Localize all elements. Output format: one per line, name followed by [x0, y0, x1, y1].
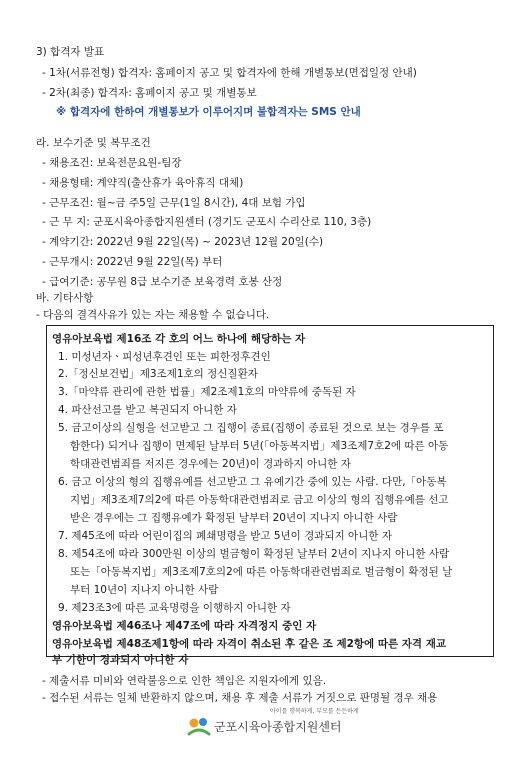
box-line: 지법」제3조제7의2에 따른 아동학대관련범죄로 금고 이상의 형의 집행유예를 선고	[70, 494, 449, 506]
box-line: 9. 제23조3에 따른 교육명령을 이행하지 아니한 자	[58, 602, 291, 614]
section-3-heading: 3) 합격자 발표	[36, 46, 105, 58]
box-bold-line: 영유아보육법 제46조나 제47조에 따라 자격정지 중인 자	[52, 620, 317, 632]
condition-item: - 근무개시: 2022년 9월 22일(목) 부터	[42, 256, 223, 268]
logo-name: 군포시육아종합지원센터	[214, 720, 342, 734]
logo-tagline: 아이를 행복하게, 부모를 든든하게	[270, 708, 359, 715]
box-line: 8. 제54조에 따라 300만원 이상의 벌금형이 확정된 날부터 2년이 지나지 아니한 사람	[58, 548, 450, 560]
box-bold-line: 영유아보육법 제48조제1항에 따라 자격이 취소된 후 같은 조 제2항에 따른 자격 재교	[52, 638, 447, 650]
condition-item: - 채용형태: 계약직(출산휴가 육아휴직 대체)	[42, 177, 244, 189]
section-ba-heading: 바. 기타사항	[36, 292, 94, 304]
condition-item: - 채용조건: 보육전문요원-팀장	[42, 157, 182, 169]
notice-sms: ※ 합격자에 한하여 개별통보가 이루어지며 불합격자는 SMS 안내	[56, 106, 361, 118]
box-title: 영유아보육법 제16조 각 호의 어느 하나에 해당하는 자	[52, 333, 306, 345]
box-bold-line: 부 기한이 경과되지 아니한 자	[52, 654, 189, 666]
center-logo	[186, 706, 366, 746]
box-line: 받은 경우에는 그 집행유예가 확정된 날부터 20년이 지나지 아니한 사람	[70, 512, 398, 524]
tail-line: - 접수된 서류는 일체 반환하지 않으며, 채용 후 제출 서류가 거짓으로 판명될 경우 채용	[42, 692, 438, 704]
box-line: 5. 금고이상의 실형을 선고받고 그 집행이 종료(집행이 종료된 것으로 보는 경우를 포	[58, 422, 444, 434]
box-line: 부터 10년이 지나지 아니한 사람	[70, 584, 219, 596]
announce-line-1: - 1차(서류전형) 합격자: 홈페이지 공고 및 합격자에 한해 개별통보(면접일정 안내)	[42, 67, 417, 79]
announce-line-2: - 2차(최종) 합격자: 홈페이지 공고 및 개별통보	[42, 87, 257, 99]
box-line: 또는「아동복지법」제3조제7호의2에 따른 아동학대관련범죄로 벌금형이 확정된 날	[70, 566, 453, 578]
box-line: 1. 미성년자ㆍ피성년후견인 또는 피한정후견인	[58, 351, 271, 363]
condition-item: - 근무조건: 월~금 주5일 근무(1일 8시간), 4대 보험 가입	[42, 197, 306, 209]
box-line: 함한다) 되거나 집행이 면제된 날부터 5년(「아동복지법」제3조제7호2에 따른 아동	[70, 440, 449, 452]
condition-item: - 급여기준: 공무원 8급 보수기준 보육경력 호봉 산정	[42, 276, 283, 288]
box-line: 6. 금고 이상의 형의 집행유예를 선고받고 그 유예기간 중에 있는 사람. 다만,「아동복	[58, 476, 447, 488]
disqualification-intro: - 다음의 결격사유가 있는 자는 채용할 수 없습니다.	[36, 309, 270, 321]
box-line: 2.「정신보건법」제3조제1호의 정신질환자	[58, 368, 258, 380]
logo-mark-icon	[186, 714, 212, 740]
tail-line: - 제출서류 미비와 연락불응으로 인한 책임은 지원자에게 있음.	[42, 675, 327, 687]
box-line: 3.「마약류 관리에 관한 법률」제2조제1호의 마약류에 중독된 자	[58, 386, 356, 398]
condition-item: - 계약기간: 2022년 9월 22일(목) ~ 2023년 12월 20일(수)	[42, 236, 324, 248]
condition-item: - 근 무 지: 군포시육아종합지원센터 (경기도 군포시 수리산로 110, 3층)	[42, 216, 372, 228]
section-ra-heading: 라. 보수기준 및 복무조건	[36, 137, 151, 149]
box-line: 학대관련범죄를 저지른 경우에는 20년)이 경과하지 아니한 자	[70, 458, 351, 470]
box-line: 4. 파산선고를 받고 복권되지 아니한 자	[58, 404, 237, 416]
box-line: 7. 제45조에 따라 어린이집의 폐쇄명령을 받고 5년이 경과되지 아니한 자	[58, 530, 392, 542]
